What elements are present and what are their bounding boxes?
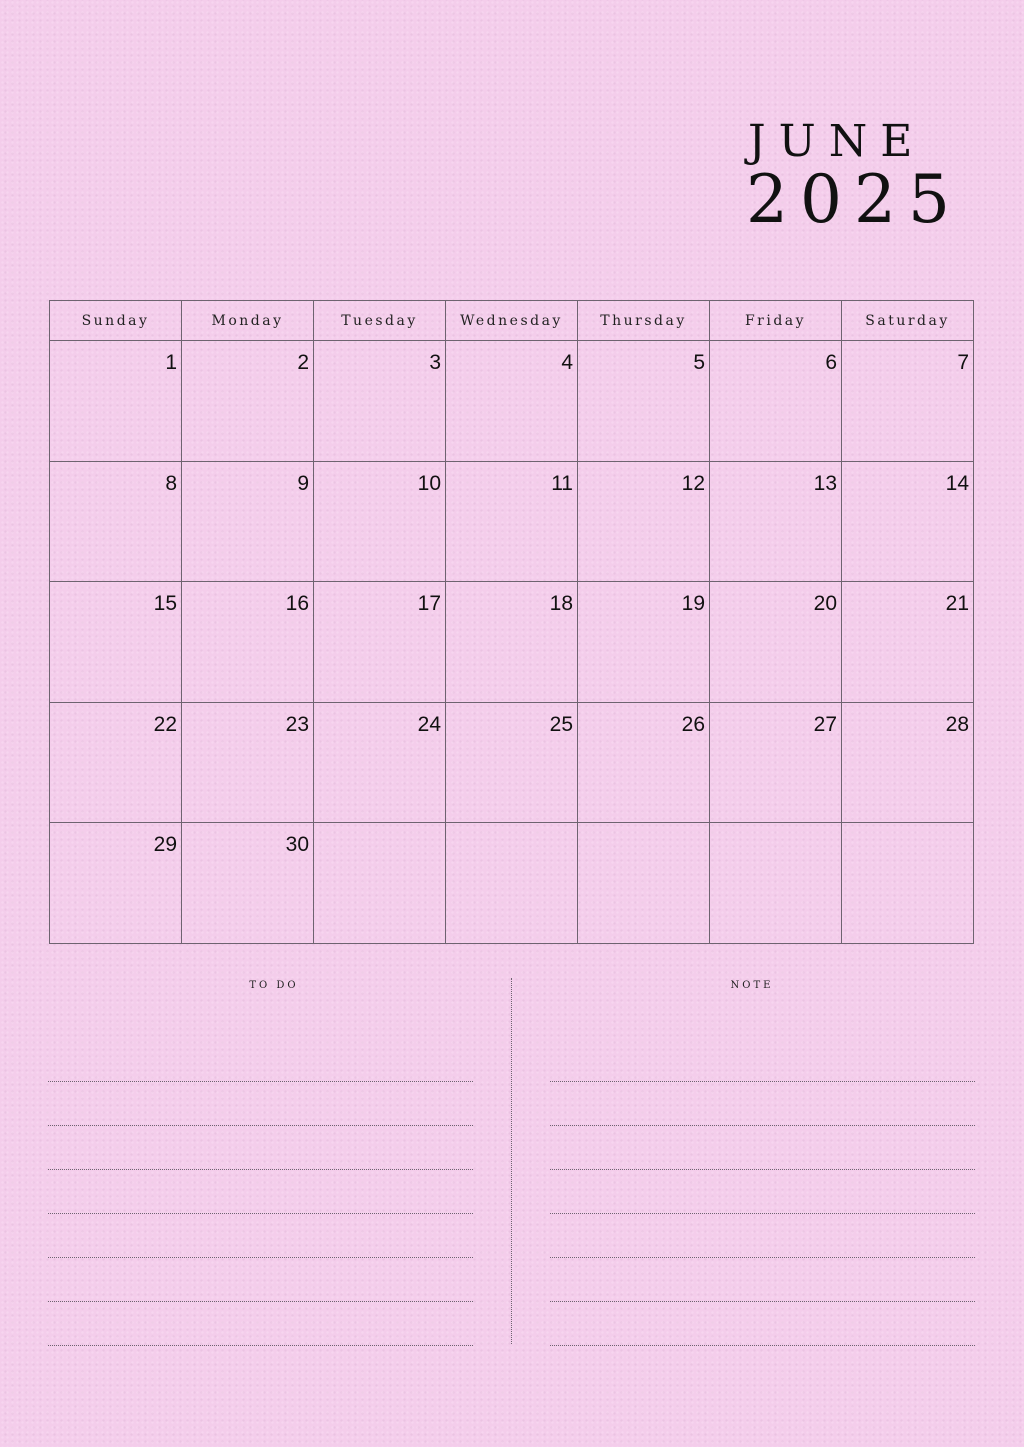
week-row-3 [50,582,974,703]
todo-label: TO DO [249,980,299,991]
weekday-tuesday: Tuesday [314,301,446,341]
todo-line[interactable] [48,1302,473,1346]
day-cell: 17 [314,582,446,703]
day-cell: 14 [842,461,974,582]
week-row-5 [50,823,974,944]
day-cell: 30 [182,823,314,944]
day-cell [710,823,842,944]
day-cell: 2 [182,341,314,462]
day-cell: 16 [182,582,314,703]
todo-lines [48,1038,473,1346]
week-row-2 [50,461,974,582]
month-title: JUNE [748,116,926,167]
day-cell: 26 [578,702,710,823]
weekday-sunday: Sunday [50,301,182,341]
day-cell: 22 [50,702,182,823]
day-cell: 1 [50,341,182,462]
day-cell [842,823,974,944]
day-cell: 24 [314,702,446,823]
calendar-grid [49,300,974,944]
day-cell: 4 [446,341,578,462]
day-cell: 29 [50,823,182,944]
day-cell [314,823,446,944]
day-cell: 15 [50,582,182,703]
todo-line[interactable] [48,1258,473,1302]
note-line[interactable] [550,1038,975,1082]
weekday-monday: Monday [182,301,314,341]
day-cell: 18 [446,582,578,703]
note-line[interactable] [550,1082,975,1126]
day-cell: 23 [182,702,314,823]
day-cell: 10 [314,461,446,582]
day-cell: 28 [842,702,974,823]
todo-line[interactable] [48,1214,473,1258]
todo-line[interactable] [48,1170,473,1214]
note-line[interactable] [550,1214,975,1258]
note-line[interactable] [550,1258,975,1302]
day-cell: 5 [578,341,710,462]
day-cell: 12 [578,461,710,582]
note-line[interactable] [550,1126,975,1170]
week-row-1 [50,341,974,462]
note-line[interactable] [550,1302,975,1346]
day-cell: 11 [446,461,578,582]
todo-line[interactable] [48,1038,473,1082]
day-cell: 25 [446,702,578,823]
day-cell: 7 [842,341,974,462]
todo-line[interactable] [48,1126,473,1170]
day-cell: 19 [578,582,710,703]
weekday-wednesday: Wednesday [446,301,578,341]
week-row-4 [50,702,974,823]
day-cell: 13 [710,461,842,582]
day-cell [446,823,578,944]
day-cell: 8 [50,461,182,582]
day-cell [578,823,710,944]
weekday-thursday: Thursday [578,301,710,341]
day-cell: 27 [710,702,842,823]
weekday-header-row [50,301,974,341]
note-label: NOTE [730,980,774,991]
day-cell: 3 [314,341,446,462]
weekday-friday: Friday [710,301,842,341]
weekday-saturday: Saturday [842,301,974,341]
day-cell: 6 [710,341,842,462]
note-line[interactable] [550,1170,975,1214]
todo-line[interactable] [48,1082,473,1126]
day-cell: 21 [842,582,974,703]
year-title: 2025 [746,161,962,238]
day-cell: 20 [710,582,842,703]
note-lines [550,1038,975,1346]
section-divider [511,978,512,1344]
day-cell: 9 [182,461,314,582]
